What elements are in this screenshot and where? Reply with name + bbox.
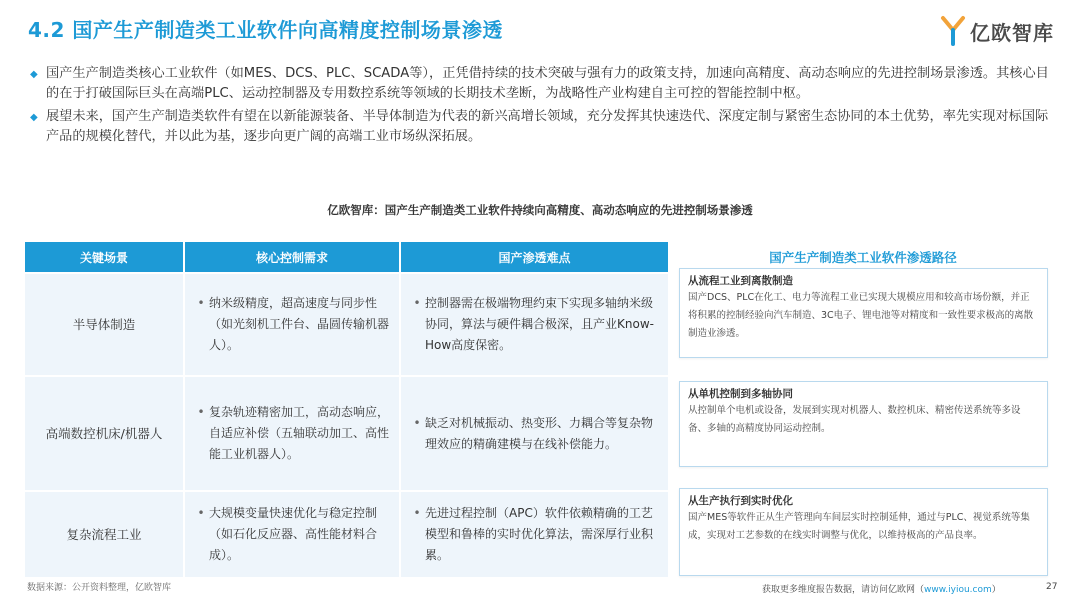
page-number: 27 (1046, 582, 1058, 592)
path-card (679, 381, 1048, 467)
need-cell (185, 274, 399, 375)
difficulty-text: 控制器需在极端物理约束下实现多轴纳米级协同，算法与硬件耦合极深，且产业Know-How高度保密。 (425, 296, 654, 352)
diamond-icon: ◆ (30, 112, 38, 123)
table-row (25, 377, 668, 490)
yiou-logo-icon (940, 15, 966, 47)
scene-cell: 高端数控机床/机器人 (25, 377, 183, 490)
column-header-need: 核心控制需求 (185, 242, 399, 272)
difficulty-text: 先进过程控制（APC）软件依赖精确的工艺模型和鲁棒的实时优化算法，需深厚行业积累。 (425, 506, 654, 562)
path-card-body: 从控制单个电机或设备，发展到实现对机器人、数控机床、精密传送系统等多设备、多轴的高精度协同运动控制。 (688, 405, 1021, 434)
footer-note-prefix: 获取更多维度报告数据，请访问亿欧网（ (762, 585, 925, 595)
bullet-dot-icon: • (413, 415, 421, 430)
need-text: 复杂轨迹精密加工，高动态响应，自适应补偿（五轴联动加工、高性能工业机器人）。 (209, 405, 390, 461)
intro-bullets (30, 64, 1060, 150)
path-panel-title: 国产生产制造类工业软件渗透路径 (769, 250, 957, 265)
diamond-icon: ◆ (30, 69, 38, 80)
footer-note (762, 582, 1001, 595)
bullet-item (30, 64, 1060, 104)
bullet-dot-icon: • (413, 506, 421, 520)
path-card (679, 268, 1048, 358)
table-caption: 亿欧智库：国产生产制造类工业软件持续向高精度、高动态响应的先进控制场景渗透 (327, 203, 753, 217)
path-card-body: 国产DCS、PLC在化工、电力等流程工业已实现大规模应用和较高市场份额，并正将积累的控制经验向汽车制造、3C电子、锂电池等对精度和一致性要求极高的离散制造业渗透。 (688, 292, 1034, 339)
page-title: 4.2 国产生产制造类工业软件向高精度控制场景渗透 (28, 18, 503, 42)
bullet-text: 展望未来，国产生产制造类软件有望在以新能源装备、半导体制造为代表的新兴高增长领域，充分发挥其快速迭代、深度定制与紧密生态协同的本土优势，率先实现对标国际产品的规模化替代，并以此为基，逐步向更广阔的高端工业市场纵深拓展。 (46, 109, 1049, 144)
path-card-body: 国产MES等软件正从生产管理向车间层实时控制延伸，通过与PLC、视觉系统等集成，实现对工艺参数的在线实时调整与优化，以维持极高的产品良率。 (688, 512, 1030, 541)
table-header-row (25, 242, 668, 272)
path-card-title: 从生产执行到实时优化 (688, 495, 793, 507)
bullet-dot-icon: • (197, 506, 205, 520)
need-cell (185, 377, 399, 490)
need-text: 大规模变量快速优化与稳定控制（如石化反应器、高性能材料合成）。 (209, 506, 378, 562)
scene-cell: 复杂流程工业 (25, 492, 183, 577)
brand-logo (940, 14, 1054, 48)
logo-text: 亿欧智库 (970, 20, 1054, 45)
path-card-title: 从流程工业到离散制造 (688, 275, 793, 287)
scene-cell: 半导体制造 (25, 274, 183, 375)
table-row (25, 492, 668, 577)
bullet-text: 国产生产制造类核心工业软件（如MES、DCS、PLC、SCADA等），正凭借持续的技术突破与强有力的政策支持，加速向高精度、高动态响应的先进控制场景渗透。其核心目的在于打破国际巨头在高端PLC、运动控制器及专用数控系统等领域的长期技术垄断，为战略性产业构建自主可控的智能控制中枢。 (46, 66, 1049, 101)
difficulty-cell (401, 377, 668, 490)
scenario-table (25, 242, 668, 577)
data-source-note: 数据来源：公开资料整理，亿欧智库 (27, 583, 172, 593)
need-text: 纳米级精度，超高速度与同步性（如光刻机工件台、晶圆传输机器人）。 (209, 296, 390, 352)
bullet-dot-icon: • (413, 296, 421, 310)
table-row (25, 274, 668, 375)
bullet-item (30, 107, 1060, 147)
path-card (679, 488, 1048, 576)
difficulty-cell (401, 492, 668, 577)
bullet-dot-icon: • (197, 405, 205, 419)
bullet-dot-icon: • (197, 296, 205, 310)
difficulty-cell (401, 274, 668, 375)
footer-website-link[interactable]: www.iyiou.com (924, 585, 992, 595)
need-cell (185, 492, 399, 577)
footer-note-suffix: ） (991, 585, 1001, 595)
path-card-title: 从单机控制到多轴协同 (688, 388, 793, 400)
difficulty-text: 缺乏对机械振动、热变形、力耦合等复杂物理效应的精确建模与在线补偿能力。 (425, 415, 654, 451)
column-header-difficulty: 国产渗透难点 (401, 242, 668, 272)
column-header-scene: 关键场景 (25, 242, 183, 272)
